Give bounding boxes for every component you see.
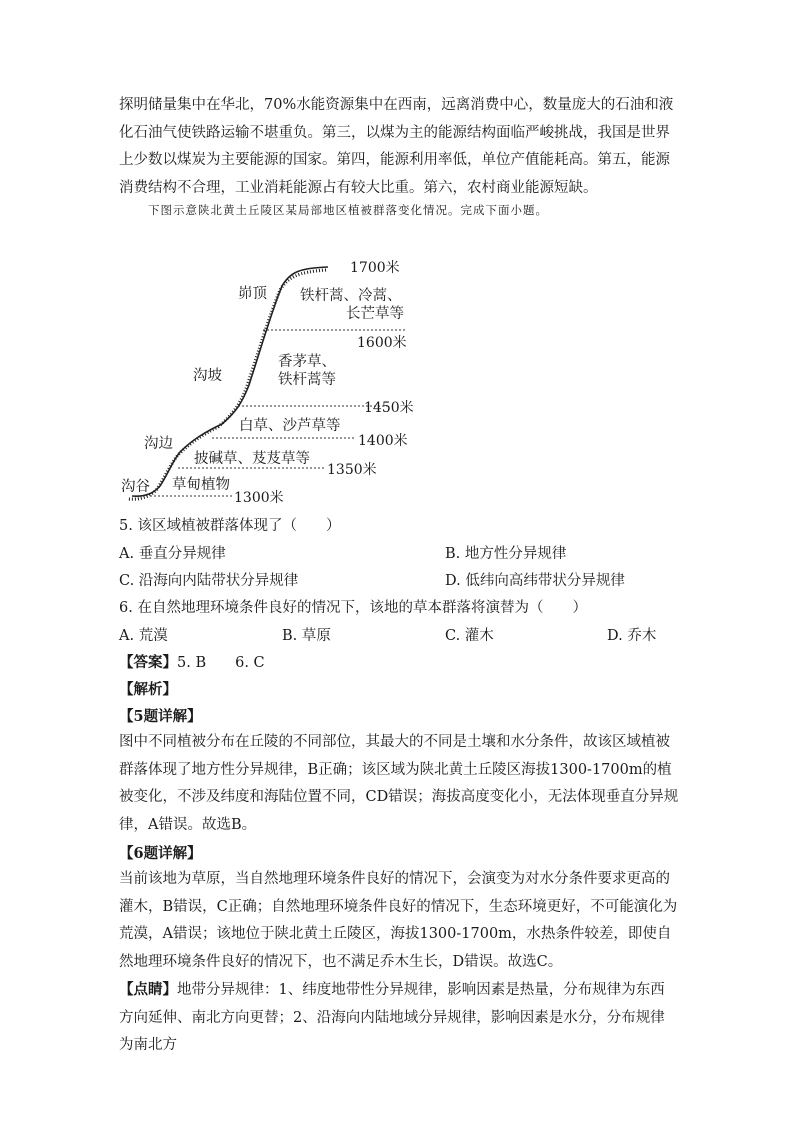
question-5-stem: 5. 该区域植被群落体现了（ ） — [119, 518, 341, 534]
veg-label-top-1: 铁杆蒿、冷蒿、 — [300, 288, 402, 304]
veg-label-valley: 草甸植物 — [172, 477, 230, 493]
detail-6-label: 【6题详解】 — [119, 845, 202, 862]
question-6-option-b: B. 草原 — [282, 628, 331, 644]
tip-paragraph — [119, 976, 679, 1060]
terrain-label-slope: 沟坡 — [193, 368, 222, 384]
analysis-label: 【解析】 — [119, 681, 177, 698]
question-6-option-c: C. 灌木 — [445, 628, 494, 644]
hill-profile — [132, 267, 328, 496]
altitude-label-1450: 1450米 — [364, 400, 414, 416]
terrain-label-edge: 沟边 — [144, 436, 173, 452]
question-5-option-d: D. 低纬向高纬带状分异规律 — [445, 573, 625, 589]
question-6-stem: 6. 在自然地理环境条件良好的情况下，该地的草本群落将演替为（ ） — [119, 600, 587, 616]
veg-label-slope-2: 铁杆蒿等 — [278, 372, 336, 388]
question-5-option-b: B. 地方性分异规律 — [445, 546, 567, 562]
veg-label-edge: 白草、沙芦草等 — [239, 418, 341, 434]
altitude-label-1300: 1300米 — [234, 490, 284, 506]
altitude-label-1400: 1400米 — [358, 433, 408, 449]
altitude-label-1350: 1350米 — [327, 462, 377, 478]
altitude-label-1700: 1700米 — [350, 260, 400, 276]
veg-label-top-2: 长芒草等 — [346, 306, 404, 322]
detail-5-label: 【5题详解】 — [119, 708, 202, 725]
hill-hatching — [128, 270, 326, 499]
detail-5-text: 图中不同植被分布在丘陵的不同部位，其最大的不同是土壤和水分条件，故该区域植被群落体现了地方性分异规律，B正确；该区域为陕北黄土丘陵区海拔1300-1700m的植被变化，不涉及纬度和海陆位置不同，CD错误；海拔高度变化小，无法体现垂直分异规律，A错误。故选B。 — [119, 734, 679, 833]
tip-text: 地带分异规律：1、纬度地带性分异规律，影响因素是热量，分布规律为东西方向延伸、南北方向更替；2、沿海向内陆地域分异规律，影响因素是水分，分布规律为南北方 — [119, 982, 665, 1053]
question-6-option-a: A. 荒漠 — [119, 628, 168, 644]
veg-label-slope-1: 香茅草、 — [278, 354, 336, 370]
figure-intro: 下图示意陕北黄土丘陵区某局部地区植被群落变化情况。完成下面小题。 — [148, 203, 548, 217]
terrain-label-hilltop: 峁顶 — [238, 286, 267, 302]
passage-text: 探明储量集中在华北，70%水能资源集中在西南，远离消费中心，数量庞大的石油和液化石油气使铁路运输不堪重负。第三，以煤为主的能源结构面临严峻挑战，我国是世界上少数以煤炭为主要能源的国家。第四，能源利用率低，单位产值能耗高。第五，能源消费结构不合理，工业消耗能源占有较大比重。第六，农村商业能源短缺。 — [119, 97, 674, 196]
altitude-label-1600: 1600米 — [357, 335, 407, 351]
question-5-option-a: A. 垂直分异规律 — [119, 546, 226, 562]
answer-label: 【答案】 — [119, 654, 177, 671]
veg-label-lower: 披碱草、芨芨草等 — [194, 451, 310, 467]
answer-text: 5. B 6. C — [177, 655, 265, 671]
tip-label: 【点睛】 — [119, 981, 177, 998]
question-5-option-c: C. 沿海向内陆带状分异规律 — [119, 573, 299, 589]
answer-line — [119, 651, 265, 672]
question-6-option-d: D. 乔木 — [607, 628, 657, 644]
detail-6-text: 当前该地为草原，当自然地理环境条件良好的情况下，会演变为对水分条件要求更高的灌木，B错误，C正确；自然地理环境条件良好的情况下，生态环境更好，不可能演化为荒漠，A错误；该地位于陕北黄土丘陵区，海拔1300-1700m，水热条件较差，即使自然地理环境条件良好的情况下，也不满足乔木生长，D错误。故选C。 — [119, 871, 678, 970]
terrain-label-valley: 沟谷 — [121, 479, 150, 495]
